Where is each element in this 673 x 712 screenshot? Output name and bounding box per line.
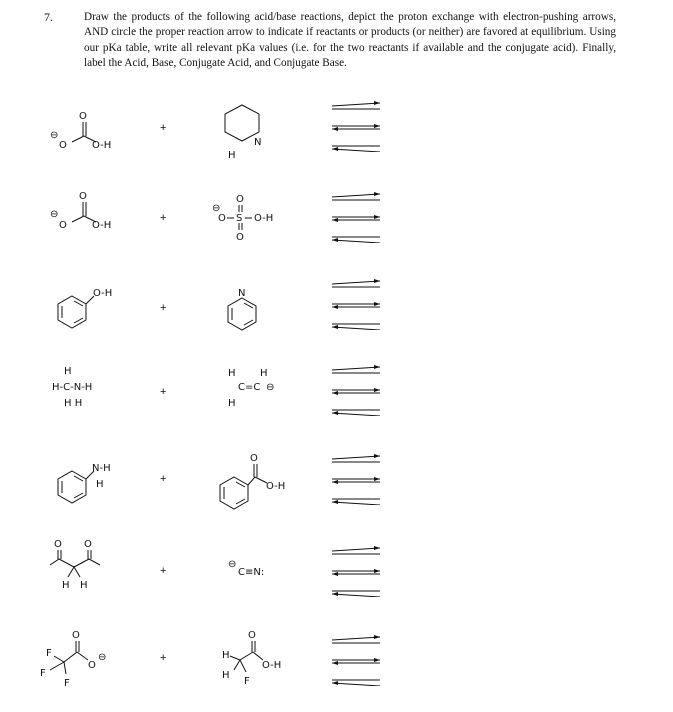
nitrogen: N (238, 288, 246, 299)
amine-chain: H-C-N-H (52, 382, 93, 393)
minus-sign: ⊖ (266, 382, 275, 393)
pentanedione-structure (48, 535, 138, 605)
reaction-row-5 (0, 447, 673, 537)
plus-sign: + (160, 212, 167, 224)
alkene-chain: C=C (238, 382, 261, 393)
pyridine-structure (226, 272, 276, 342)
benzoic-acid-structure (212, 447, 312, 517)
top-o: O (236, 194, 244, 205)
equilibrium-arrows[interactable] (328, 364, 384, 416)
o-atom: O (59, 140, 67, 151)
carbonyl-o: O (72, 630, 80, 641)
carbonyl-o: O (79, 191, 87, 202)
minus-sign: ⊖ (50, 209, 59, 220)
equilibrium-arrows[interactable] (328, 278, 384, 330)
equilibrium-arrows[interactable] (328, 453, 384, 505)
equilibrium-arrows[interactable] (328, 191, 384, 243)
cyanide-text: C≡N: (238, 567, 265, 578)
reaction-row-6 (0, 535, 673, 625)
sulfur: S (236, 213, 243, 224)
fluorine: F (244, 676, 250, 687)
formic-acid-structure (220, 622, 310, 700)
carbonyl-o: O (248, 630, 256, 641)
left-o: O (218, 213, 226, 224)
plus-sign: + (160, 652, 167, 664)
plus-sign: + (160, 565, 167, 577)
phenol-structure (50, 272, 140, 342)
minus-sign: ⊖ (98, 652, 107, 663)
oh-group: O-H (262, 660, 282, 671)
reaction-row-3 (0, 272, 673, 362)
plus-sign: + (160, 122, 167, 134)
o-atom: O (59, 220, 67, 231)
reaction-row-7 (0, 622, 673, 712)
carbonyl-o: O (84, 539, 92, 550)
minus-sign: ⊖ (228, 559, 237, 570)
oh-group: O-H (93, 288, 113, 299)
h-atom: H (96, 479, 104, 490)
h-atom: H (222, 670, 230, 681)
cyanide-structure (228, 535, 308, 585)
minus-sign: ⊖ (212, 203, 221, 214)
h-atom: H (228, 398, 236, 409)
reaction-row-1 (0, 100, 673, 190)
bottom-o: O (236, 232, 244, 243)
amine-top-h: H (64, 366, 72, 377)
piperidine-structure (222, 100, 272, 170)
bicarbonate-structure (48, 100, 138, 170)
h-atom: H (80, 580, 88, 591)
hydrogen: H (228, 150, 236, 161)
fluorine: F (46, 648, 52, 659)
amine-bottom-h: H H (64, 398, 83, 409)
reaction-row-4 (0, 360, 673, 450)
plus-sign: + (160, 473, 167, 485)
nh-group: N-H (92, 463, 111, 474)
trifluoroacetate-structure (36, 622, 126, 700)
question-text: Draw the products of the following acid/base reactions, depict the proton exchange with electron-pushing arrows, AND circle the proper reaction arrow to indicate if reactants or products (or neither) are favored at equilibrium. Using our pKa table, write all relevant pKa values (i.e. for the two reactants if available and the conjugate acid). Finally, label the Acid, Base, Conjugate Acid, and Conjugate Base. (84, 11, 616, 69)
hydrogen-sulfate-structure (210, 185, 300, 255)
oh-group: O-H (266, 481, 286, 492)
fluorine: F (64, 678, 70, 689)
alkyne-anion-structure (226, 360, 316, 430)
hydrogen-carbonate-structure (48, 185, 138, 255)
oh-group: O-H (254, 213, 274, 224)
h-atom: H (260, 368, 268, 379)
question-number: 7. (44, 10, 53, 24)
minus-sign: ⊖ (50, 130, 59, 141)
carbonyl-o: O (79, 111, 87, 122)
oh-group: O-H (92, 140, 112, 151)
h-atom: H (228, 368, 236, 379)
methylamine-structure (50, 360, 140, 430)
aniline-structure (50, 447, 140, 517)
plus-sign: + (160, 386, 167, 398)
carbonyl-o: O (250, 453, 258, 464)
equilibrium-arrows[interactable] (328, 634, 384, 686)
plus-sign: + (160, 302, 167, 314)
reaction-row-2 (0, 185, 673, 275)
equilibrium-arrows[interactable] (328, 545, 384, 597)
h-atom: H (62, 580, 70, 591)
o-atom: O (88, 660, 96, 671)
fluorine: F (40, 668, 46, 679)
oh-group: O-H (92, 220, 112, 231)
equilibrium-arrows[interactable] (328, 100, 384, 152)
h-atom: H (222, 650, 230, 661)
nitrogen: N (254, 137, 262, 148)
carbonyl-o: O (54, 539, 62, 550)
